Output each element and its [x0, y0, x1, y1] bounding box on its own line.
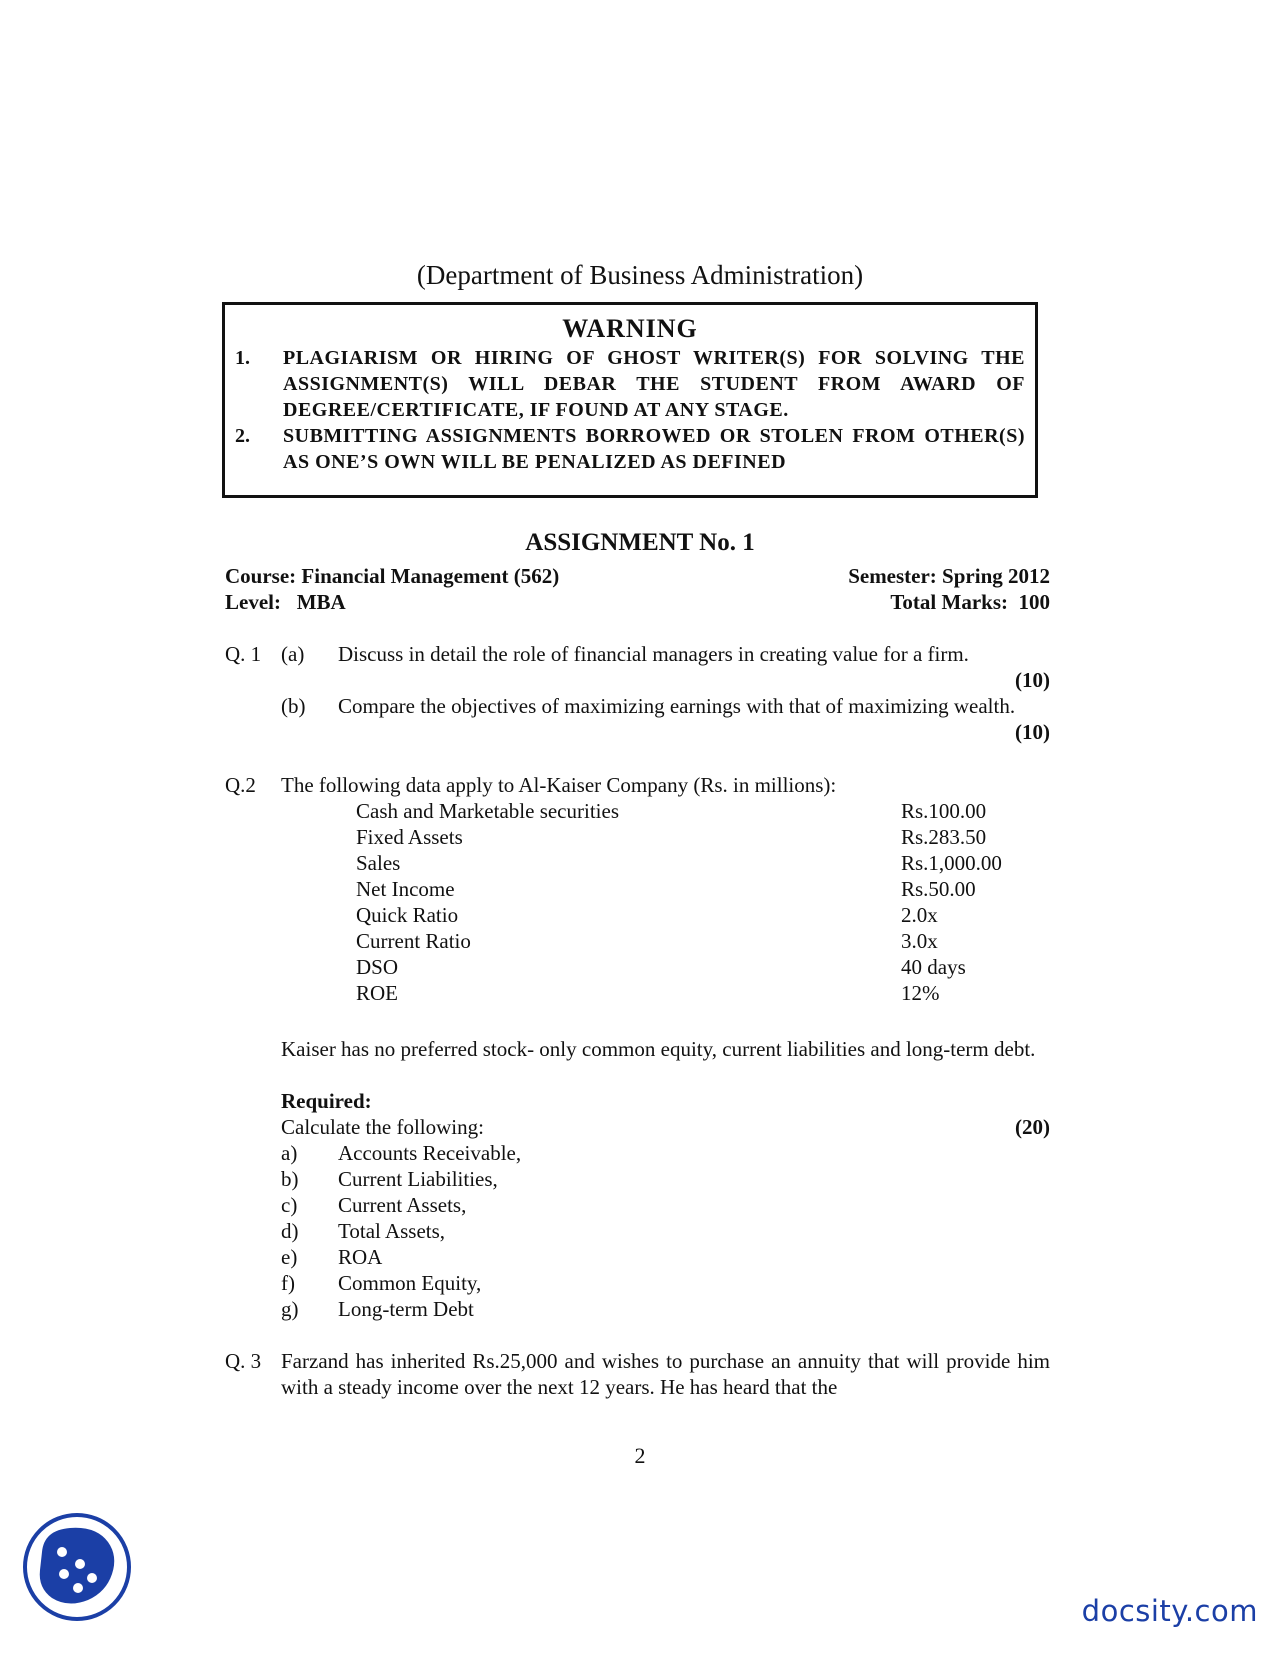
- list-item-text: Long-term Debt: [338, 1297, 474, 1321]
- data-value: Rs.1,000.00: [901, 851, 1002, 875]
- data-label: Fixed Assets: [356, 825, 463, 849]
- list-item-letter: d): [281, 1219, 299, 1243]
- docsity-brand-link[interactable]: docsity.com: [1081, 1594, 1258, 1628]
- warning-item-text: PLAGIARISM OR HIRING OF GHOST WRITER(S) FOR SOLVING THE ASSIGNMENT(S) WILL DEBAR THE STUDENT FROM AWARD OF DEGREE/CERTIFICATE, IF FOUND AT ANY STAGE.: [283, 347, 1025, 421]
- question-1a-label: (a): [281, 642, 305, 666]
- question-3-number: Q. 3: [225, 1349, 262, 1373]
- list-item-letter: e): [281, 1245, 298, 1269]
- data-label: Quick Ratio: [356, 903, 459, 927]
- question-1-number: Q. 1: [225, 642, 262, 666]
- question-2-number: Q.2: [225, 773, 256, 797]
- list-item-letter: f): [281, 1271, 295, 1295]
- course-label: Course: Financial Management (562): [225, 564, 560, 588]
- warning-title: WARNING: [562, 314, 698, 343]
- assignment-title: ASSIGNMENT No. 1: [525, 529, 755, 556]
- warning-item-number: 1.: [235, 347, 250, 369]
- data-label: ROE: [356, 981, 398, 1005]
- data-label: Net Income: [356, 877, 455, 901]
- calculate-intro: Calculate the following:: [281, 1115, 484, 1139]
- data-value: 3.0x: [901, 929, 938, 953]
- data-value: 2.0x: [901, 903, 938, 927]
- data-value: Rs.283.50: [901, 825, 987, 849]
- department-heading: (Department of Business Administration): [416, 260, 864, 290]
- data-value: Rs.50.00: [901, 877, 976, 901]
- question-2-note: Kaiser has no preferred stock- only common equity, current liabilities and long-term debt.: [281, 1037, 1036, 1061]
- warning-item-1: [235, 345, 1025, 423]
- question-2-marks: (20): [1015, 1115, 1050, 1139]
- question-1a-text: Discuss in detail the role of financial managers in creating value for a firm.: [338, 642, 969, 666]
- data-value: 12%: [901, 981, 940, 1005]
- list-item-text: Total Assets,: [338, 1219, 446, 1243]
- list-item-text: Common Equity,: [338, 1271, 482, 1295]
- docsity-logo-icon[interactable]: [22, 1512, 132, 1622]
- page-number: 2: [634, 1443, 646, 1468]
- list-item-letter: b): [281, 1167, 299, 1191]
- list-item-text: Current Liabilities,: [338, 1167, 498, 1191]
- question-1b-marks: (10): [1015, 720, 1050, 744]
- warning-box: [222, 302, 1038, 498]
- list-item-letter: g): [281, 1297, 299, 1321]
- question-2-intro: The following data apply to Al-Kaiser Company (Rs. in millions):: [281, 773, 837, 797]
- warning-item-2: [235, 423, 1025, 475]
- list-item-letter: a): [281, 1141, 298, 1165]
- data-label: Cash and Marketable securities: [356, 799, 619, 823]
- warning-item-text: SUBMITTING ASSIGNMENTS BORROWED OR STOLEN FROM OTHER(S) AS ONE’S OWN WILL BE PENALIZED AS DEFINED: [283, 425, 1025, 473]
- question-1b-text: Compare the objectives of maximizing earnings with that of maximizing wealth.: [338, 694, 1016, 718]
- list-item-text: Current Assets,: [338, 1193, 467, 1217]
- data-label: Sales: [356, 851, 401, 875]
- level-label: Level: MBA: [225, 590, 346, 614]
- data-label: DSO: [356, 955, 399, 979]
- data-label: Current Ratio: [356, 929, 471, 953]
- data-value: 40 days: [901, 955, 966, 979]
- list-item-text: Accounts Receivable,: [338, 1141, 522, 1165]
- list-item-text: ROA: [338, 1245, 383, 1269]
- data-value: Rs.100.00: [901, 799, 987, 823]
- warning-item-number: 2.: [235, 425, 250, 447]
- question-1b-label: (b): [281, 694, 306, 718]
- question-1a-marks: (10): [1015, 668, 1050, 692]
- semester-label: Semester: Spring 2012: [848, 564, 1050, 588]
- question-3-text: Farzand has inherited Rs.25,000 and wishes to purchase an annuity that will provide him with a steady income over the next 12 years. He has heard that the: [281, 1349, 1050, 1399]
- total-marks-label: Total Marks: 100: [890, 590, 1050, 614]
- required-heading: Required:: [281, 1089, 372, 1113]
- list-item-letter: c): [281, 1193, 298, 1217]
